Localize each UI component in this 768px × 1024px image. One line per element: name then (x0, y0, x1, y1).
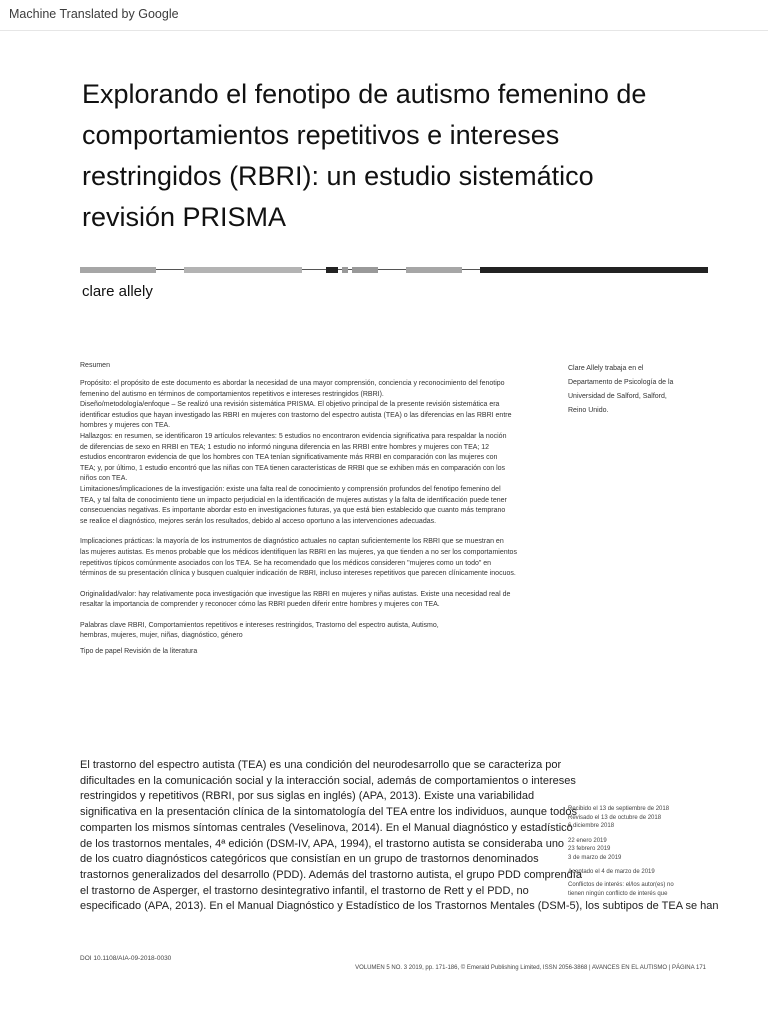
body-line: de los cuatro diagnósticos categóricos que consistían en un grupo de trastornos denominados (80, 853, 539, 866)
banner-text: Machine Translated by Google (9, 7, 179, 21)
title-line: restringidos (RBRI): un estudio sistemático (82, 161, 594, 191)
body-line: de los trastornos mentales, 4ª edición (DSM-IV, APA, 1994), el trastorno autista se consideraba uno (80, 837, 565, 850)
author-affiliation (568, 362, 718, 418)
divider-segment-light (406, 267, 462, 273)
title-line: Explorando el fenotipo de autismo femenino de (82, 79, 647, 109)
affiliation-line: Departamento de Psicología de la (568, 379, 674, 386)
affiliation-line: Universidad de Salford, Salford, (568, 393, 667, 400)
divider-segment-dark (480, 267, 708, 273)
article-title (82, 74, 682, 238)
body-line: trastornos generalizados del desarrollo (PDD). Además del trastorno autista, el grupo PDD comprendía (80, 868, 582, 881)
abstract-line: femenino del autismo en términos de comportamientos repetitivos e intereses restringidos (RBRI). (80, 390, 384, 398)
abstract-line: estudios encontraron evidencia de que los hombres con TEA tenían significativamente más RRBI en comparación con las mujeres con (80, 454, 498, 462)
abstract-line: identificar estudios que hayan investigado las RBRI en mujeres con trastorno del espectro autista (TEA) o las diferencias en las RBRI entre (80, 411, 512, 419)
divider-segment-dark (326, 267, 338, 273)
conflict-line: Conflictos de interés: el/los autor(es) no (568, 882, 674, 889)
date-line: 23 febrero 2019 (568, 846, 611, 853)
practical-line: las mujeres autistas. Es menos probable que los médicos identifiquen las RBRI en las mujeres, ya que tienden a no ser los comportamientos (80, 548, 517, 556)
date-line: Recibido el 13 de septiembre de 2018 (568, 806, 670, 812)
divider-segment-light (352, 267, 378, 273)
body-line: comparten los mismos síntomas centrales (Veselinova, 2014). En el Manual diagnóstico y estadístico (80, 821, 573, 834)
practical-line: términos de su presentación clínica y busquen cualquier indicación de RBRI, incluso intereses repetitivos que parecen clínicamente inocuos. (80, 570, 516, 578)
body-line: significativa en la presentación clínica de la sintomatología del TEA entre los individuos, aunque todos (80, 806, 577, 819)
date-line: 3 de marzo de 2019 (568, 854, 622, 861)
abstract-line: se realice el diagnóstico, mejores serán los resultados, debido al acceso oportuno a las intervenciones adecuadas. (80, 517, 437, 525)
doi-reference: DOI 10.1108/AIA-09-2018-0030 (80, 955, 172, 962)
article-dates (568, 805, 708, 898)
body-line: restringidos y repetitivos (RBRI, por sus siglas en inglés) (APA, 2013). Existe una variabilidad (80, 790, 535, 803)
abstract-line: niños con TEA. (80, 475, 128, 483)
accepted-date: Aceptado el 4 de marzo de 2019 (568, 868, 655, 875)
title-line: comportamientos repetitivos e intereses (82, 120, 560, 150)
divider-segment-light (80, 267, 156, 273)
originality-line: resaltar la importancia de comprender y reconocer cómo las RBRI pueden diferir entre hombres y mujeres con TEA. (80, 601, 440, 609)
affiliation-line: Reino Unido. (568, 407, 609, 414)
affiliation-line: Clare Allely trabaja en el (568, 365, 644, 372)
practical-line: repetitivos típicos comúnmente asociados con los TEA. Se ha recomendado que los médicos consideren "mujeres como un todo" en (80, 559, 492, 567)
abstract-line: Diseño/metodología/enfoque – Se realizó una revisión sistemática PRISMA. El objetivo principal de la presente revisión sistemática era (80, 401, 500, 409)
abstract-heading: Resumen (80, 362, 110, 369)
abstract-line: Hallazgos: en resumen, se identificaron 19 artículos relevantes: 5 estudios no encontraron evidencia significativa para respaldar la noción (80, 432, 507, 440)
originality-line: Originalidad/valor: hay relativamente poca investigación que investigue las RBRI en mujeres y niñas autistas. Existe una necesidad real de (80, 590, 511, 598)
conflict-line: tienen ningún conflicto de interés que (568, 890, 668, 897)
abstract-line: TEA, y tal falta de conocimiento tiene un impacto perjudicial en la identificación de mujeres autistas y la falta de identificación puede tener (80, 496, 507, 504)
title-line: revisión PRISMA (82, 202, 287, 232)
date-line: Revisado el 13 de octubre de 2018 (568, 814, 662, 821)
abstract-line: hombres y mujeres con TEA. (80, 422, 171, 430)
abstract-line: Limitaciones/implicaciones de la investigación: existe una falta real de conocimiento y comprensión profundos del fenotipo femenino del (80, 485, 501, 493)
translation-banner (0, 0, 768, 31)
body-line: El trastorno del espectro autista (TEA) es una condición del neurodesarrollo que se caracteriza por (80, 759, 562, 771)
abstract-line: de diferencias de sexo en RRBI en TEA; 1 estudio no informó ninguna diferencia en las RRBI entre hombres y mujeres con TEA; 12 (80, 443, 490, 451)
paper-type: Tipo de papel Revisión de la literatura (80, 648, 198, 656)
date-line: 22 enero 2019 (568, 837, 607, 844)
keywords-line: Palabras clave RBRI, Comportamientos repetitivos e intereses restringidos, Trastorno del espectro autista, Autismo, (80, 621, 439, 629)
author-name: clare allely (82, 283, 153, 300)
abstract-body (80, 379, 550, 658)
divider-segment-light (184, 267, 302, 273)
abstract-line: consecuencias negativas. Es importante abordar esto en investigaciones futuras, ya que está bien establecido que cuanto más temprano (80, 507, 506, 515)
keywords-line: hembras, mujeres, mujer, niñas, diagnóstico, género (80, 632, 243, 640)
page-footer: VOLUMEN 5 NO. 3 2019, pp. 171-186, © Emerald Publishing Limited, ISSN 2056-3868 | AVANCES EN EL AUTISMO | PÁGINA 171 (355, 965, 706, 971)
body-line: dificultades en la comunicación social y la interacción social, además de comportamientos o intereses (80, 774, 576, 787)
practical-line: Implicaciones prácticas: la mayoría de los instrumentos de diagnóstico actuales no captan suficientemente los RBRI que se muestran en (80, 538, 504, 546)
abstract-line: TEA; y, por último, 1 estudio encontró que las niñas con TEA tienen características de RRBI que se exhiben más en comparación con los (80, 464, 506, 472)
abstract-line: Propósito: el propósito de este documento es abordar la necesidad de una mayor comprensión, conciencia y reconocimiento del fenotipo (80, 380, 505, 387)
divider-segment-light (342, 267, 348, 273)
body-line: el trastorno de Asperger, el trastorno desintegrativo infantil, el trastorno de Rett y el PDD, no (80, 884, 529, 897)
body-line: especificado (APA, 2013). En el Manual Diagnóstico y Estadístico de los Trastornos Mentales (DSM-5), los subtipos de TEA se han (80, 900, 719, 913)
date-line: 6 diciembre 2018 (568, 823, 615, 830)
